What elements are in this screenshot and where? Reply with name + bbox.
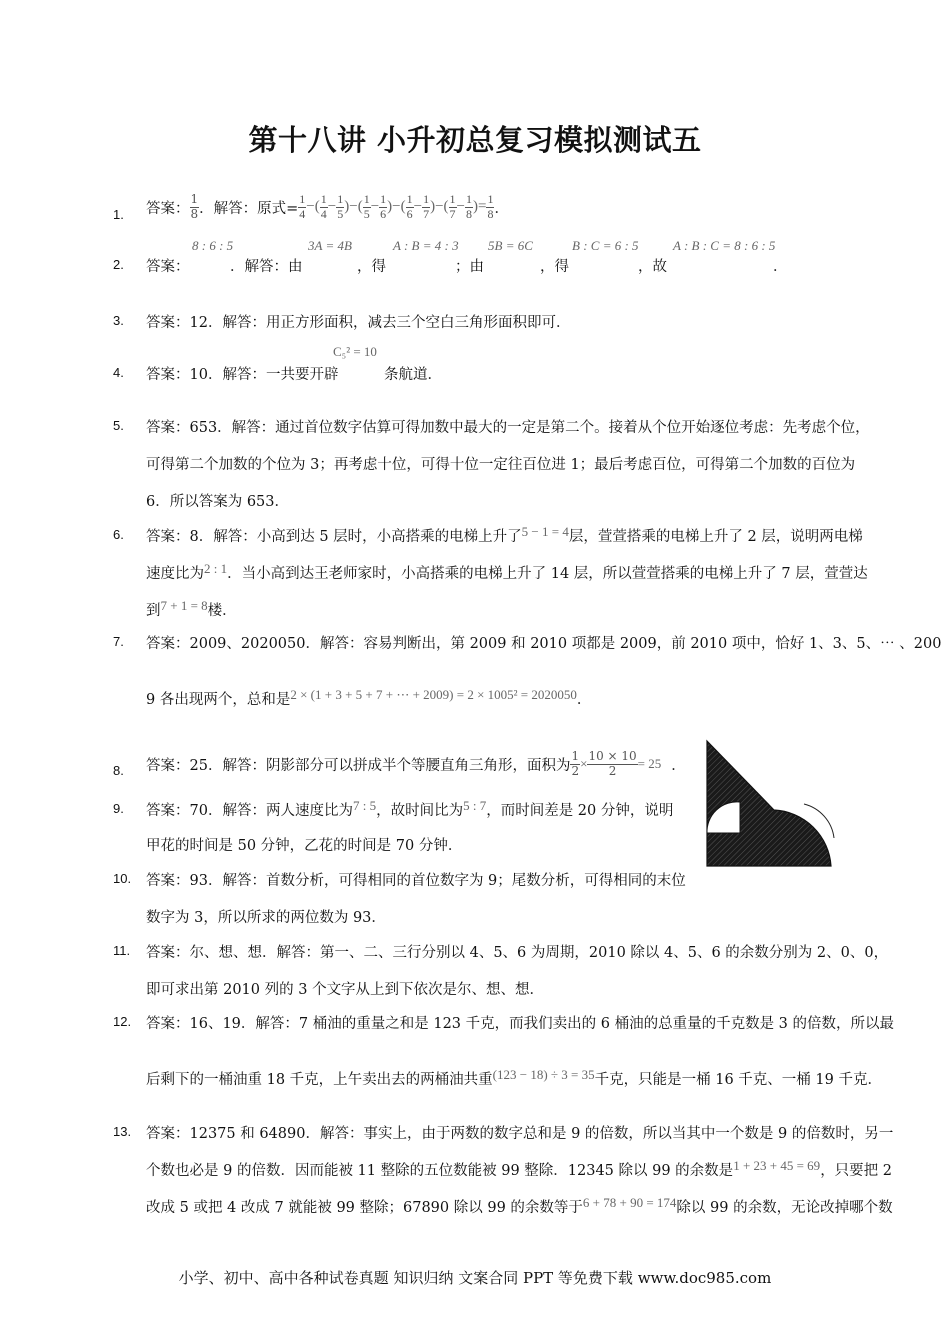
formula: [298, 193, 494, 222]
text: ．解答：由: [230, 259, 303, 275]
period: ．: [494, 200, 509, 217]
formula: A : B = 4 : 3: [393, 238, 459, 253]
text-line: 甲花的时间是 50 分钟，乙花的时间是 70 分钟．: [146, 838, 463, 854]
fraction: $\frac{1}{4}$: [299, 191, 306, 221]
item-number: 8.: [113, 763, 124, 778]
item-3-text: 答案：12．解答：用正方形面积，减去三个空白三角形面积即可．: [146, 315, 571, 331]
item-number: 6.: [113, 527, 124, 542]
text-line: 即可求出第 2010 列的 3 个文字从上到下依次是尔、想、想．: [146, 982, 545, 998]
answer-fraction: $\frac{1}{8}$: [190, 191, 199, 221]
operator: −: [370, 197, 380, 214]
fraction: $\frac{1}{6}$: [380, 191, 387, 221]
formula: A : B : C = 8 : 6 : 5: [673, 238, 776, 253]
formula: C₅² = 10: [333, 344, 377, 359]
text-line: 个数也必是 9 的倍数．因而能被 11 整除的五位数能被 99 整除．12345 除以 99 的余数是1 + 23 + 45 = 69，只要把 2: [146, 1158, 893, 1179]
text: ，得: [540, 259, 569, 275]
formula: B : C = 6 : 5: [572, 238, 639, 253]
geometry-figure: [704, 738, 837, 868]
fraction: $\frac{1}{5}$: [363, 191, 370, 221]
text-line: 答案：653．解答：通过首位数字估算可得加数中最大的一定是第二个。接着从个位开始逐位考虑：先考虑个位，: [146, 420, 870, 436]
text-line: 答案：70．解答：两人速度比为7 : 5，故时间比为5 : 7，而时间差是 20 分钟，说明: [146, 798, 674, 819]
solution-label: ．解答：原式=: [199, 200, 299, 217]
text-line: 速度比为2 : 1．当小高到达王老师家时，小高搭乘的电梯上升了 14 层，所以萱萱搭乘的电梯上升了 7 层，萱萱达: [146, 561, 868, 582]
text-line: 答案：25．解答：阴影部分可以拼成半个等腰直角三角形，面积为 $\frac{1}{2}$ × $\frac{10 \times 10}{2}$ = 25 ．: [146, 748, 686, 778]
operator: −: [456, 197, 465, 214]
operator: −: [413, 197, 423, 214]
fraction: $\frac{1}{7}$: [423, 191, 430, 221]
formula: 8 : 6 : 5: [192, 238, 234, 253]
item-number: 4.: [113, 365, 124, 380]
fraction: $\frac{1}{8}$: [466, 191, 472, 221]
text: ；由: [455, 259, 484, 275]
formula: 3A = 4B: [308, 238, 352, 253]
item-number: 12.: [113, 1014, 132, 1029]
operator: −(: [306, 197, 320, 214]
text-line: 答案：尔、想、想．解答：第一、二、三行分别以 4、5、6 为周期，2010 除以 4、5、6 的余数分别为 2、0、0，: [146, 945, 889, 961]
item-1: [146, 187, 509, 227]
item-number: 9.: [113, 801, 124, 816]
item-number: 2.: [113, 257, 124, 272]
item-number: 1.: [113, 207, 124, 222]
text-line: 答案：93．解答：首数分析，可得相同的首位数字为 9；尾数分析，可得相同的末位: [146, 873, 686, 889]
text-line: 改成 5 或把 4 改成 7 就能被 99 整除；67890 除以 99 的余数等于6 + 78 + 90 = 174除以 99 的余数，无论改掉哪个数: [146, 1195, 893, 1216]
text: ．: [773, 259, 788, 275]
fraction: $\frac{1}{4}$: [320, 191, 327, 221]
item-number: 3.: [113, 313, 124, 328]
formula: 5B = 6C: [488, 238, 533, 253]
item-4-text: 答案：10．解答：一共要开辟: [146, 367, 339, 383]
item-number: 7.: [113, 634, 124, 649]
answer-label: 答案：: [146, 200, 190, 217]
operator: )−(: [387, 197, 406, 214]
text: 答案：: [146, 259, 190, 275]
footer: 小学、初中、高中各种试卷真题 知识归纳 文案合同 PPT 等免费下载 www.doc985.com: [178, 1269, 772, 1287]
fraction: $\frac{1}{5}$: [337, 191, 344, 221]
text-line: 答案：12375 和 64890．解答：事实上，由于两数的数字总和是 9 的倍数，所以当其中一个数是 9 的倍数时，另一: [146, 1126, 894, 1142]
text-line: 数字为 3，所以所求的两位数为 93．: [146, 910, 386, 926]
page-title: 第十八讲 小升初总复习模拟测试五: [248, 123, 702, 157]
item-number: 5.: [113, 418, 124, 433]
text-line: 答案：16、19．解答：7 桶油的重量之和是 123 千克，而我们卖出的 6 桶油的总重量的千克数是 3 的倍数，所以最: [146, 1016, 895, 1032]
fraction: $\frac{1}{6}$: [406, 191, 413, 221]
operator: −: [327, 197, 337, 214]
text-line: 6．所以答案为 653．: [146, 494, 290, 510]
text: ，得: [357, 259, 386, 275]
fraction: $\frac{1}{2}$: [571, 748, 580, 778]
text-line: 答案：2009、2020050．解答：容易判断出，第 2009 和 2010 项都是 2009，前 2010 项中，恰好 1、3、5、⋯ 、200: [146, 636, 942, 652]
operator: )−(: [430, 197, 449, 214]
text-line: 到7 + 1 = 8楼．: [146, 598, 237, 619]
text: ，故: [638, 259, 667, 275]
text-line: 可得第二个加数的个位为 3；再考虑十位，可得十位一定往百位进 1；最后考虑百位，可得第二个加数的百位为: [146, 457, 856, 473]
text-line: 答案：8．解答：小高到达 5 层时，小高搭乘的电梯上升了5 − 1 = 4层，萱萱搭乘的电梯上升了 2 层，说明两电梯: [146, 524, 863, 545]
fraction: $\frac{1}{8}$: [487, 191, 494, 221]
item-number: 10.: [113, 871, 132, 886]
operator: )=: [473, 197, 487, 214]
fraction: $\frac{1}{7}$: [449, 191, 456, 221]
text-line: 后剩下的一桶油重 18 千克，上午卖出去的两桶油共重(123 − 18) ÷ 3 = 35千克，只能是一桶 16 千克、一桶 19 千克．: [146, 1067, 882, 1088]
item-number: 11.: [113, 943, 131, 958]
fraction: $\frac{10 \times 10}{2}$: [588, 748, 637, 778]
item-4-text-end: 条航道．: [384, 367, 442, 383]
text-line: 9 各出现两个，总和是2 × (1 + 3 + 5 + 7 + ⋯ + 2009) = 2 × 1005² = 2020050．: [146, 687, 592, 708]
item-number: 13.: [113, 1124, 132, 1139]
operator: )−(: [344, 197, 363, 214]
